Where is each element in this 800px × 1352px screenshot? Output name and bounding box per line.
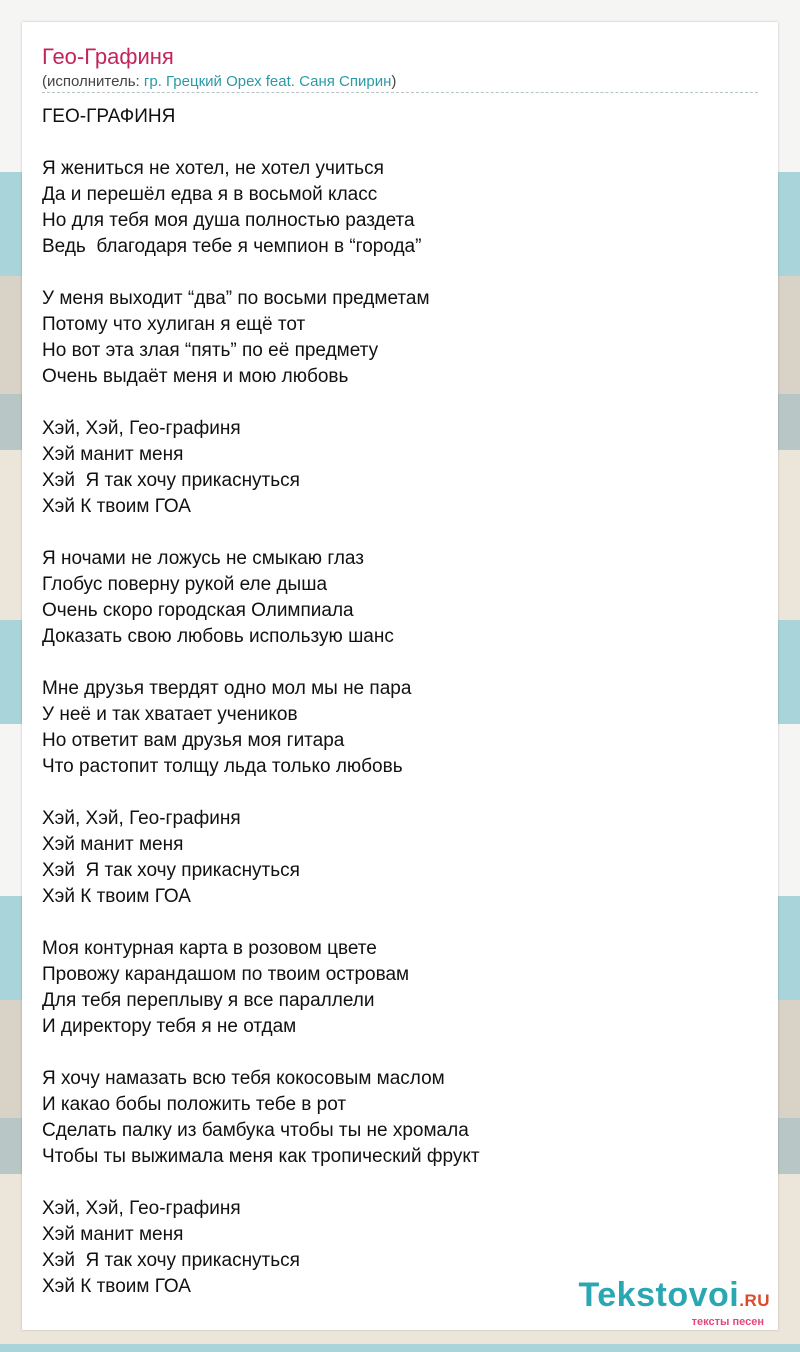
artist-prefix: (исполнитель: [42,73,144,90]
lyric-line: И какао бобы положить тебе в рот [42,1094,347,1115]
lyric-line: Очень выдаёт меня и мою любовь [42,366,349,387]
artist-line [42,73,396,91]
lyrics-card [22,22,778,1330]
artist-suffix: ) [391,73,397,90]
logo-tld: .RU [739,1291,770,1310]
lyric-line: У меня выходит “два” по восьми предметам [42,288,430,309]
lyric-line [42,390,762,416]
lyric-line: Я ночами не ложусь не смыкаю глаз [42,548,364,569]
site-logo[interactable] [579,1278,770,1328]
lyric-line: Потому что хулиган я ещё тот [42,314,306,335]
lyric-line [42,1170,762,1196]
lyric-line [42,520,762,546]
lyric-line: Хэй, Хэй, Гео-графиня [42,808,241,829]
lyric-line: Хэй манит меня [42,444,184,465]
lyric-line: Хэй, Хэй, Гео-графиня [42,418,241,439]
lyric-line: Хэй манит меня [42,1224,184,1245]
lyric-line: Хэй Я так хочу прикаснуться [42,860,300,881]
lyric-line [42,650,762,676]
lyric-line: Глобус поверну рукой еле дыша [42,574,328,595]
lyric-line: Ведь благодаря тебе я чемпион в “города” [42,236,422,257]
lyric-line: Хэй К твоим ГОА [42,1276,191,1297]
lyric-line: Хэй манит меня [42,834,184,855]
lyric-line [42,780,762,806]
lyric-line [42,260,762,286]
lyric-line: Хэй К твоим ГОА [42,496,191,517]
lyric-line: Хэй К твоим ГОА [42,886,191,907]
lyric-line: Я хочу намазать всю тебя кокосовым маслом [42,1068,445,1089]
lyric-line: Хэй Я так хочу прикаснуться [42,470,300,491]
lyric-line: Но ответит вам друзья моя гитара [42,730,345,751]
lyric-line: Да и перешёл едва я в восьмой класс [42,184,378,205]
title-divider [42,92,758,93]
lyrics-text [42,104,762,1300]
lyric-line [42,130,762,156]
lyric-line: И директору тебя я не отдам [42,1016,297,1037]
lyric-line: Чтобы ты выжимала меня как тропический фрукт [42,1146,480,1167]
lyric-line: Мне друзья твердят одно мол мы не пара [42,678,412,699]
song-title: Гео-Графиня [42,44,174,69]
lyric-line: Очень скоро городская Олимпиала [42,600,354,621]
lyric-line: Я жениться не хотел, не хотел учиться [42,158,384,179]
logo-name: Tekstovoi [578,1276,740,1314]
logo-tagline: тексты песен [691,1316,764,1328]
lyric-line [42,1040,762,1066]
logo-wordmark [579,1278,770,1318]
lyric-line: ГЕО-ГРАФИНЯ [42,106,176,127]
lyric-line: Но для тебя моя душа полностью раздета [42,210,415,231]
lyric-line: Сделать палку из бамбука чтобы ты не хромала [42,1120,469,1141]
lyric-line: Хэй, Хэй, Гео-графиня [42,1198,241,1219]
lyric-line: Доказать свою любовь использую шанс [42,626,394,647]
lyric-line: Но вот эта злая “пять” по её предмету [42,340,379,361]
lyric-line: У неё и так хватает учеников [42,704,298,725]
lyric-line: Провожу карандашом по твоим островам [42,964,410,985]
lyric-line [42,910,762,936]
lyric-line: Хэй Я так хочу прикаснуться [42,1250,300,1271]
lyric-line: Что растопит толщу льда только любовь [42,756,403,777]
lyric-line: Моя контурная карта в розовом цвете [42,938,377,959]
artist-link[interactable]: гр. Грецкий Орех feat. Саня Спирин [143,73,392,90]
lyric-line: Для тебя переплыву я все параллели [42,990,375,1011]
